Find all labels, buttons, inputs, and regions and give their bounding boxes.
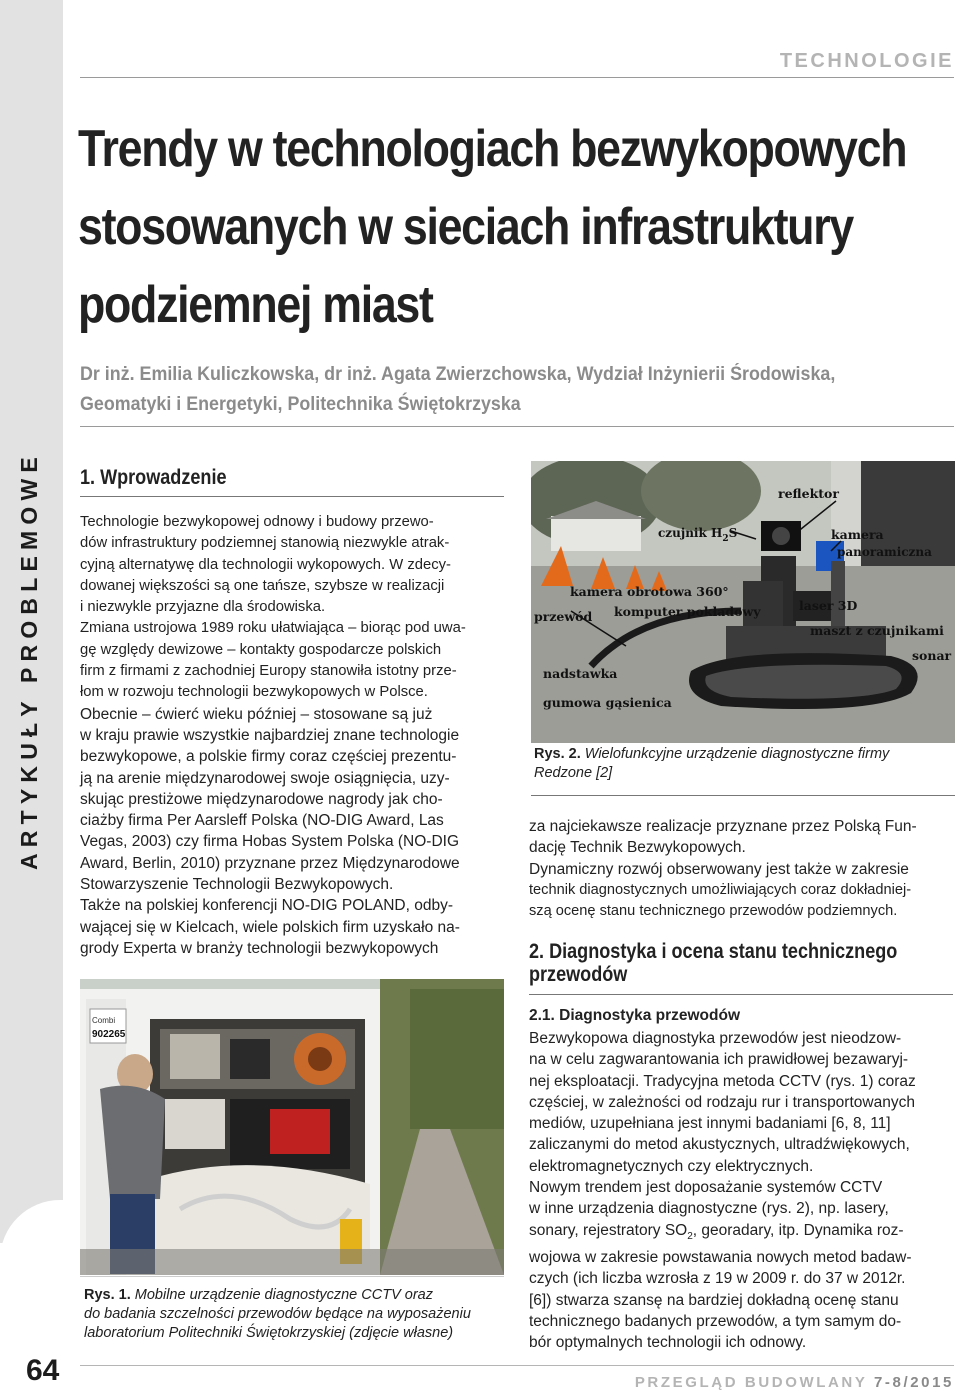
authors bbox=[80, 360, 926, 420]
figure-2-photo bbox=[531, 461, 955, 743]
so2-text-tail: , georadary, itp. Dynamika roz- bbox=[692, 1221, 904, 1239]
section-2-rule bbox=[529, 994, 953, 995]
van-sticker-text: Combi bbox=[92, 1016, 116, 1025]
figure-2-label: Rys. 2. bbox=[534, 746, 581, 762]
body-line: wającej się w Kielcach, wiele polskich firm uzyskało na- bbox=[80, 918, 460, 936]
body-line: szą ocenę stanu technicznego przewodów podziemnych. bbox=[529, 903, 898, 920]
body-line: Bezwykopowa diagnostyka przewodów jest nieodzow- bbox=[529, 1030, 902, 1047]
body-line: cyjną alternatywę dla technologii wykopowych. W zdecy- bbox=[80, 556, 451, 573]
label-maszt: maszt z czujnikami bbox=[810, 623, 944, 638]
body-line: wojowa w zakresie powstawania nowych metod badaw- bbox=[529, 1249, 912, 1267]
title-line: podziemnej miast bbox=[78, 276, 433, 334]
label-komputer: komputer pokładowy bbox=[614, 604, 761, 619]
body-line: w kraju prawie wszystkie najbardziej znane technologie bbox=[80, 726, 460, 744]
caption-line: do badania szczelności przewodów będące na wyposażeniu bbox=[84, 1306, 471, 1322]
body-line: firm z firmami z zachodniej Europy stanowiła istotny prze- bbox=[80, 663, 457, 680]
body-line: grody Experta w branży technologii bezwykopowych bbox=[80, 939, 439, 957]
body-line: technik diagnostycznych umożliwiających coraz dokładniej- bbox=[529, 881, 912, 898]
body-line: ciażby firma Per Aarsleff Polska (NO-DIG Award, Las bbox=[80, 812, 444, 830]
label-czujnik-main: czujnik H bbox=[658, 526, 723, 540]
so2-subscript: 2 bbox=[687, 1230, 693, 1242]
so2-text: sonary, rejestratory SO bbox=[529, 1221, 688, 1239]
caption-line: laboratorium Politechniki Świętokrzyskiej (zdjęcie własne) bbox=[84, 1325, 454, 1341]
body-line: Obecnie – ćwierć wieku później – stosowane są już bbox=[80, 705, 433, 723]
body-line: Award, Berlin, 2010) przyznane przez Międzynarodowe bbox=[80, 854, 460, 872]
body-line: elektromagnetycznych czy elektrycznych. bbox=[529, 1157, 814, 1175]
heading-line: przewodów bbox=[529, 963, 628, 986]
van-number: 902265 bbox=[92, 1029, 126, 1040]
body-line: skując prestiżowe międzynarodowe nagrody jak cho- bbox=[80, 790, 443, 808]
body-line: Stowarzyszenie Technologii Bezwykopowych. bbox=[80, 876, 394, 894]
label-nadstawka: nadstawka bbox=[543, 666, 618, 681]
label-reflektor: reflektor bbox=[778, 486, 839, 501]
body-line: łom w rozwoju technologii bezwykopowych w Polsce. bbox=[80, 684, 428, 701]
journal-name: PRZEGLĄD BUDOWLANY bbox=[634, 1374, 868, 1391]
section-1-heading: 1. Wprowadzenie bbox=[80, 466, 227, 489]
footer-rule bbox=[80, 1365, 954, 1366]
body-line: zaliczanymi do metod akustycznych, ultradźwiękowych, bbox=[529, 1136, 910, 1154]
page-number: 64 bbox=[26, 1354, 60, 1387]
title-line: stosowanych w sieciach infrastruktury bbox=[78, 198, 853, 256]
body-line: Nowym trendem jest doposażanie systemów CCTV bbox=[529, 1179, 883, 1197]
body-line: Vegas, 2003) czy firma Hobas System Polska (NO-DIG bbox=[80, 833, 460, 851]
title-line: Trendy w technologiach bezwykopowych bbox=[78, 120, 907, 178]
side-section-label: ARTYKUŁY PROBLEMOWE bbox=[16, 451, 42, 870]
caption-line: Mobilne urządzenie diagnostyczne CCTV oraz bbox=[134, 1287, 433, 1303]
figure-1-rule bbox=[80, 1276, 504, 1277]
label-kamera: kamera bbox=[831, 527, 884, 542]
section-2-heading bbox=[529, 940, 959, 986]
body-line: bór optymalnych technologii ich odnowy. bbox=[529, 1334, 807, 1352]
body-line: i niezwykle przyjazne dla środowiska. bbox=[80, 599, 326, 616]
article-title bbox=[78, 110, 907, 344]
journal-footer bbox=[635, 1374, 954, 1391]
body-line: technicznego badanych przewodów, a tym samym do- bbox=[529, 1312, 902, 1330]
body-line: ją na arenie międzynarodowej swoje osiągnięcia, uzy- bbox=[80, 769, 450, 787]
body-line: na w celu zagwarantowania ich prawidłowej bezawaryj- bbox=[529, 1051, 909, 1069]
authors-line: Dr inż. Emilia Kuliczkowska, dr inż. Agata Zwierzchowska, Wydział Inżynierii Środowiska, bbox=[80, 364, 836, 385]
body-line: dowanej większości są one tańsze, szybsze w realizacji bbox=[80, 577, 445, 594]
body-line: w inne urządzenia diagnostyczne (rys. 2), np. lasery, bbox=[529, 1200, 889, 1218]
figure-2-caption bbox=[534, 745, 958, 783]
body-line: Także na polskiej konferencji NO-DIG POLAND, odby- bbox=[80, 897, 454, 915]
body-line: częściej, w zależności od rodzaju rur i transportowanych bbox=[529, 1093, 915, 1111]
label-panoramiczna: panoramiczna bbox=[837, 545, 932, 559]
label-laser: laser 3D bbox=[799, 598, 858, 613]
body-line: Technologie bezwykopowej odnowy i budowy przewo- bbox=[80, 514, 434, 530]
body-line: [6]) stwarza szansę na bardziej dokładną ocenę stanu bbox=[529, 1291, 899, 1309]
body-line: Dynamiczny rozwój obserwowany jest także w zakresie bbox=[529, 860, 909, 878]
authors-rule bbox=[80, 426, 954, 427]
subsection-2-1-heading: 2.1. Diagnostyka przewodów bbox=[529, 1007, 741, 1024]
body-line: za najciekawsze realizacje przyznane przez Polską Fun- bbox=[529, 818, 917, 835]
body-line: bezwykopowe, a polskie firmy coraz częściej prezentu- bbox=[80, 748, 457, 766]
body-line: Zmiana ustrojowa 1989 roku ułatwiająca – biorąc pod uwa- bbox=[80, 620, 466, 637]
body-line: czych (ich liczba wzrosła z 19 w 2009 r. do 37 w 2012r. bbox=[529, 1270, 906, 1288]
body-line: dów infrastruktury podziemnej stanowią niezwykle atrak- bbox=[80, 535, 450, 552]
journal-issue: 7-8/2015 bbox=[873, 1374, 954, 1391]
label-sonar: sonar bbox=[912, 648, 952, 663]
label-czujnik-tail: S bbox=[728, 526, 738, 540]
figure-1-caption bbox=[84, 1286, 509, 1343]
caption-line: Wielofunkcyjne urządzenie diagnostyczne firmy bbox=[584, 746, 890, 762]
body-line bbox=[529, 1220, 959, 1247]
section-1-rule bbox=[80, 496, 504, 497]
figure-1-label: Rys. 1. bbox=[84, 1287, 131, 1303]
label-gasienica: gumowa gąsienica bbox=[543, 695, 672, 710]
figure-1-photo bbox=[80, 979, 504, 1275]
section-1-body bbox=[80, 512, 510, 959]
body-line: mediów, uzupełniana jest innymi badaniami [6, 8, 11] bbox=[529, 1115, 891, 1133]
label-przewod: przewód bbox=[534, 609, 593, 624]
figure-2-rule bbox=[531, 795, 955, 796]
body-line: gę względy dewizowe – kontakty gospodarcze polskich bbox=[80, 641, 442, 658]
right-column-intro bbox=[529, 816, 959, 922]
section-2-body bbox=[529, 1028, 959, 1354]
caption-line: Redzone [2] bbox=[534, 765, 613, 781]
authors-line: Geomatyki i Energetyki, Politechnika Świętokrzyska bbox=[80, 394, 521, 415]
top-rule bbox=[80, 77, 954, 78]
heading-line: 2. Diagnostyka i ocena stanu technicznego bbox=[529, 940, 898, 963]
body-line: dację Technik Bezwykopowych. bbox=[529, 839, 746, 857]
label-czujnik-sub: 2 bbox=[722, 534, 729, 544]
section-tag: TECHNOLOGIE bbox=[779, 50, 954, 72]
body-line: nej eksploatacji. Tradycyjna metoda CCTV (rys. 1) coraz bbox=[529, 1072, 916, 1090]
label-kamera-obrotowa: kamera obrotowa 360° bbox=[570, 584, 729, 599]
